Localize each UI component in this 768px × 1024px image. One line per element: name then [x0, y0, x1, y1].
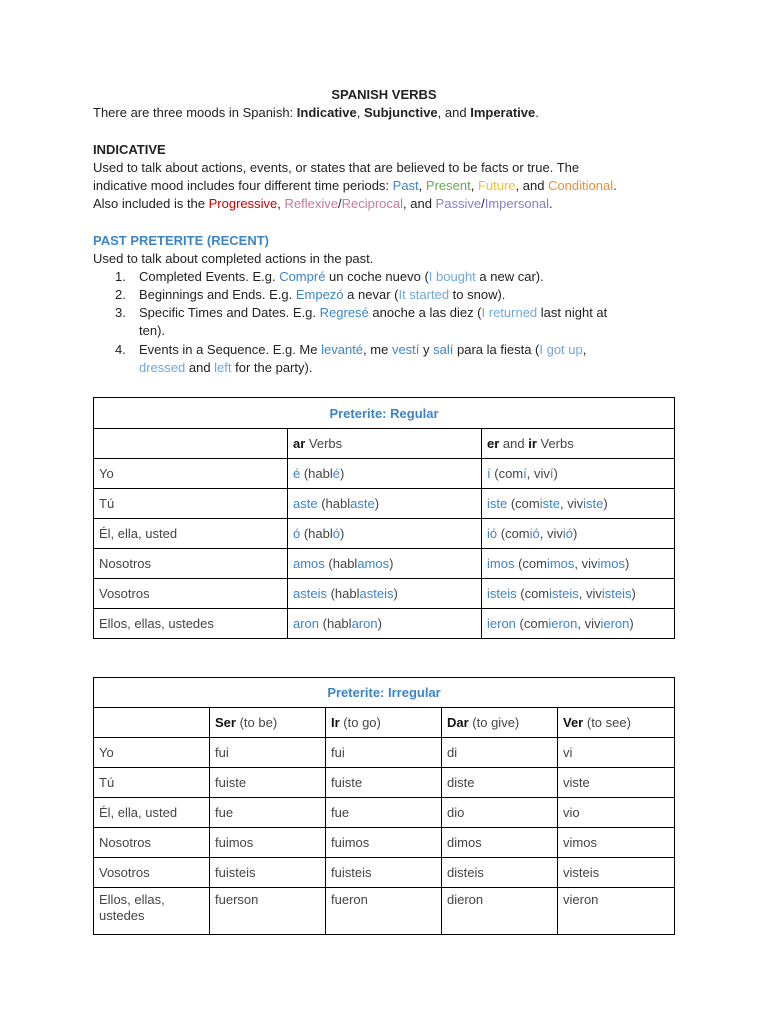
indicative-line-3: Also included is the Progressive, Reflexive/Reciprocal, and Passive/Impersonal.	[93, 196, 553, 211]
table-row: Vosotros fuisteis fuisteis disteis visteis	[94, 858, 675, 888]
table-row: Nosotros amos (hablamos) imos (comimos, vivimos)	[94, 549, 675, 579]
column-header: Dar (to give)	[442, 708, 558, 738]
column-header: ar Verbs	[288, 429, 482, 459]
table-row: Yo fui fui di vi	[94, 738, 675, 768]
document-page: SPANISH VERBS There are three moods in Spanish: Indicative, Subjunctive, and Imperative. INDICATIVE Used to talk about actions, events, or states that are believed to be facts or true. The indicative mood includes four different time periods: Past, Present, Future, and Conditional. Also included is the Progressive, Reflexive/Reciprocal, and Passive/Impersonal. PAST PRETERITE (RECENT) Used to talk about completed actions in the past. 1. Completed Events. E.g. Compré un coche nuevo (I bought a new car). 2. Beginnings and Ends. E.g. Empezó a nevar (It started to snow). 3. Specific Times and Dates. E.g. Regresé anoche a las diez (I returned last night at ten). 4. Events in a Sequence. E.g. Me levanté, me vestí y salí para la fiesta (I got up, dressed and left for the party). Preterite: Regular ar Verbs er and ir Verbs Yo é (hablé) í (comí, viví) Tú aste (hablaste) iste (comiste, viviste) Él, ella, usted ó (habló) ió (comió, vivió) Nosotros amos (hablamos) imos (comimos, vivimos) Vosotros asteis (hablasteis) isteis (comisteis, vivisteis) Ellos, ellas, ustedes aron (hablaron) ieron (comieron, vivieron) Preterite: Irregular Ser (to be) Ir (to go) Dar (to give) Ver (to see) Yo fui fui di vi Tú fuiste fuiste diste viste Él, ella, usted fue fue dio vio Nosotros fuimos fuimos dimos vimos Vosotros fuisteis fuisteis disteis visteis Ellos, ellas, ustedes fuerson fueron dieron vieron	[0, 0, 768, 1024]
table-row: Nosotros fuimos fuimos dimos vimos	[94, 828, 675, 858]
column-header: Ser (to be)	[210, 708, 326, 738]
table-row: Yo é (hablé) í (comí, viví)	[94, 459, 675, 489]
preterite-heading: PAST PRETERITE (RECENT)	[93, 233, 269, 248]
preterite-irregular-table	[93, 677, 675, 935]
column-header: Ir (to go)	[326, 708, 442, 738]
table-row: Tú aste (hablaste) iste (comiste, viviste)	[94, 489, 675, 519]
indicative-line-2: indicative mood includes four different time periods: Past, Present, Future, and Conditional.	[93, 178, 617, 193]
table-row: Ellos, ellas, ustedes aron (hablaron) ieron (comieron, vivieron)	[94, 609, 675, 639]
column-header: Ver (to see)	[558, 708, 675, 738]
table-row: Él, ella, usted ó (habló) ió (comió, vivió)	[94, 519, 675, 549]
document-title: SPANISH VERBS	[331, 87, 437, 102]
table-row: Vosotros asteis (hablasteis) isteis (comisteis, vivisteis)	[94, 579, 675, 609]
preterite-regular-table	[93, 397, 675, 639]
preterite-description: Used to talk about completed actions in the past.	[93, 251, 374, 266]
column-header: er and ir Verbs	[482, 429, 675, 459]
table-header-row	[94, 708, 675, 738]
indicative-heading: INDICATIVE	[93, 142, 166, 157]
indicative-line-1: Used to talk about actions, events, or states that are believed to be facts or true. The	[93, 160, 580, 175]
table-header-row	[94, 429, 675, 459]
table-caption: Preterite: Irregular	[94, 678, 675, 708]
table-row: Ellos, ellas, ustedes fuerson fueron dieron vieron	[94, 888, 675, 935]
table-row: Él, ella, usted fue fue dio vio	[94, 798, 675, 828]
table-row: Tú fuiste fuiste diste viste	[94, 768, 675, 798]
table-caption: Preterite: Regular	[94, 398, 675, 429]
intro-paragraph: There are three moods in Spanish: Indicative, Subjunctive, and Imperative.	[93, 105, 539, 120]
